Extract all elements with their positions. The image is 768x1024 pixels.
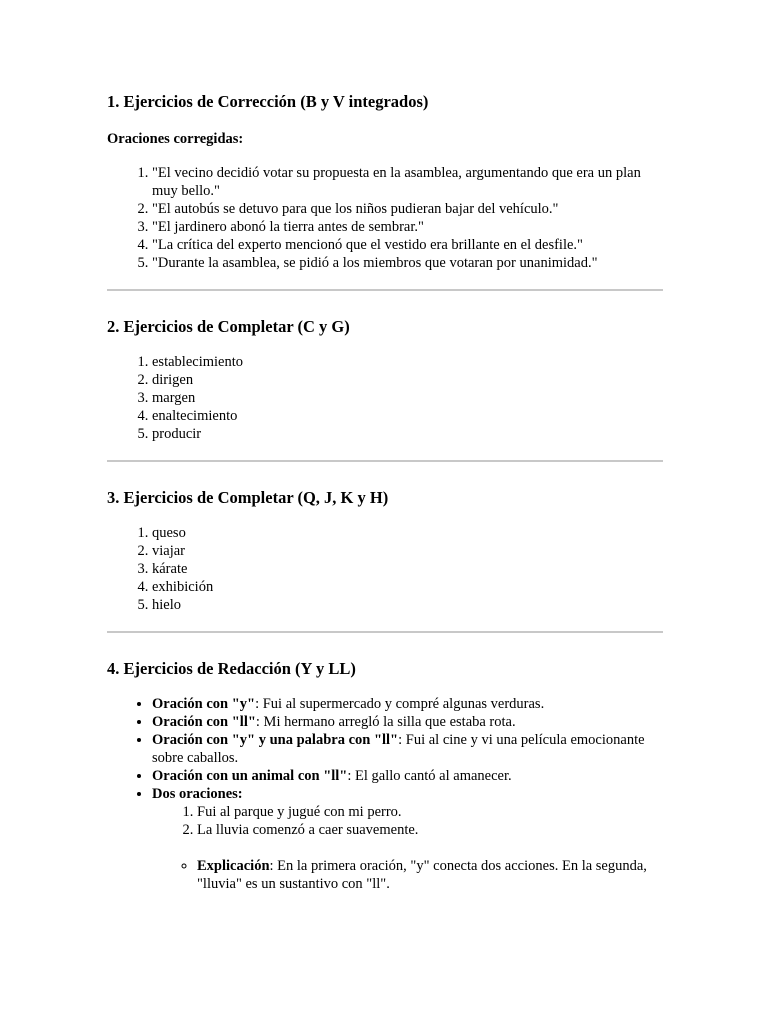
- bullet-item: [152, 695, 663, 713]
- document-content: [107, 92, 663, 893]
- explanation-label: Explicación: [197, 858, 270, 874]
- list-item: 5. producir: [152, 425, 663, 443]
- list-item: 2. dirigen: [152, 371, 663, 389]
- bullet-item: [152, 713, 663, 731]
- bullet-label: Dos oraciones:: [152, 786, 243, 802]
- bullet-label: Oración con "ll": [152, 714, 256, 730]
- list-item: 4. "La crítica del experto mencionó que el vestido era brillante en el desfile.": [152, 236, 663, 254]
- bullet-text: : Fui al cine y vi una película emocionante sobre caballos.: [152, 732, 645, 766]
- bullet-label: Oración con un animal con "ll": [152, 768, 348, 784]
- section-1-subtitle: Oraciones corregidas:: [107, 131, 244, 147]
- list-item: 2. La lluvia comenzó a caer suavemente.: [197, 821, 663, 839]
- bullet-item: [152, 767, 663, 785]
- list-item: 3. "El jardinero abonó la tierra antes de sembrar.": [152, 218, 663, 236]
- list-item: 1. queso: [152, 524, 663, 542]
- section-3-title: 3. Ejercicios de Completar (Q, J, K y H): [107, 488, 389, 507]
- section-4-list: [107, 695, 663, 893]
- section-1-title: 1. Ejercicios de Corrección (B y V integrados): [107, 92, 429, 111]
- list-item: 4. enaltecimiento: [152, 407, 663, 425]
- section-4-title: 4. Ejercicios de Redacción (Y y LL): [107, 659, 356, 678]
- list-item: 2. viajar: [152, 542, 663, 560]
- explanation-item: [197, 857, 663, 893]
- bullet-label: Oración con "y" y una palabra con "ll": [152, 732, 399, 748]
- list-item: 1. establecimiento: [152, 353, 663, 371]
- bullet-item: [152, 731, 663, 767]
- list-item: 5. hielo: [152, 596, 663, 614]
- explanation-text: : En la primera oración, "y" conecta dos acciones. En la segunda, "lluvia" es un sustantivo con "ll".: [197, 858, 647, 892]
- two-sentences-list: [152, 803, 663, 839]
- bullet-label: Oración con "y": [152, 696, 256, 712]
- bullet-item: [152, 785, 663, 893]
- section-2-title: 2. Ejercicios de Completar (C y G): [107, 317, 350, 336]
- list-item: 4. exhibición: [152, 578, 663, 596]
- section-1-list: [107, 164, 663, 272]
- bullet-text: : El gallo cantó al amanecer.: [347, 768, 512, 784]
- list-item: 1. Fui al parque y jugué con mi perro.: [197, 803, 663, 821]
- list-item: 3. kárate: [152, 560, 663, 578]
- section-divider: [107, 460, 663, 462]
- section-divider: [107, 631, 663, 633]
- bullet-text: : Mi hermano arregló la silla que estaba rota.: [255, 714, 516, 730]
- list-item: 5. "Durante la asamblea, se pidió a los miembros que votaran por unanimidad.": [152, 254, 663, 272]
- list-item: 3. margen: [152, 389, 663, 407]
- bullet-text: : Fui al supermercado y compré algunas verduras.: [255, 696, 545, 712]
- section-3-list: [107, 524, 663, 614]
- list-item: 2. "El autobús se detuvo para que los niños pudieran bajar del vehículo.": [152, 200, 663, 218]
- explanation-list: [152, 857, 663, 893]
- section-2-list: [107, 353, 663, 443]
- section-divider: [107, 289, 663, 291]
- list-item: 1. "El vecino decidió votar su propuesta en la asamblea, argumentando que era un plan muy bello.": [152, 164, 663, 200]
